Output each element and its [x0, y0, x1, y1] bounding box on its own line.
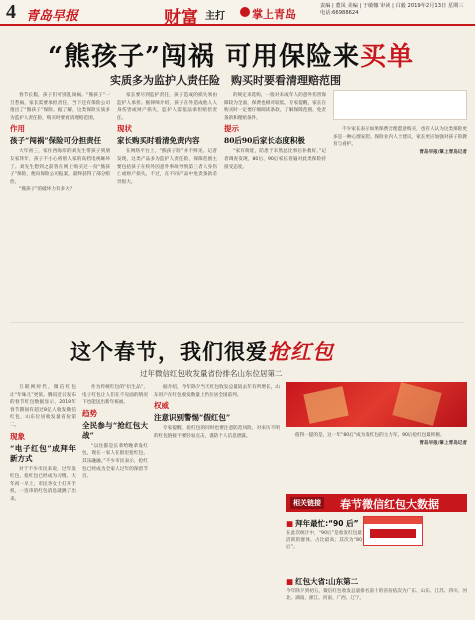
divider [10, 322, 465, 323]
paragraph: 互联网时代，微信红包让“年味儿”更浓。腾讯近日发布的春节红包数据显示，2019年春节期间有超过8亿人收发微信红包，山东位居收发量省份第二。 [10, 385, 76, 428]
banner-part2: 抢红包 [268, 339, 334, 364]
paragraph: 春节长假，孩子们可别乱闯祸。“熊孩子”一旦惹祸，家长需要承担责任，当下还有保险公司推出了“熊孩子”保险。据了解，这类保险实质多为监护人责任险，购买时要看清理赔范围。 [10, 93, 110, 121]
headline [48, 36, 414, 73]
editor-meta: 责编 | 董凤 美编 | 于敏娜 审读 | 白毅 2019年2月13日 星期三 电话:66988624 [320, 3, 464, 16]
subhead: 注意识别警惕“假红包” [154, 413, 231, 423]
paragraph: “以往都是长辈给晚辈发红包，现在一家人在群里抢红包，其乐融融。”不少市民表示，抢红包已经成为全家人过年的保留节目。 [82, 443, 148, 480]
paragraph: 作为传统红包的“衍生品”，电子红包让人们在不见面的情况下也能送出新年祝福。 [82, 385, 148, 406]
subhead: 孩子“闯祸”保险可分担责任 [10, 136, 102, 146]
bullet-icon: ■ [286, 519, 294, 528]
subhead: 家长购买时看清免责内容 [117, 136, 200, 146]
related-tag: 相关链接 [290, 497, 324, 509]
paragraph: 对于不少市民来说，过年发红包、抢红包已经成为习惯。大年初一早上，市民李女士打开手机，一连串的红包消息就跳了出来。 [10, 466, 76, 502]
banner-headline [70, 336, 334, 366]
headline-part3: 买单 [359, 42, 414, 72]
illustration-box [333, 90, 467, 120]
paragraph: 不少家长表示如果保费合理愿意购买，也有人认为这类保险更多是一种心理安慰。保险业内人士建议，家长更应加强对孩子的教育与看护。 [333, 127, 467, 148]
byline: 青岛早报/掌上青岛记者 [419, 440, 467, 446]
headline-subtitle: 实质多为监护人责任险 购买时要看清理赔范围 [110, 74, 341, 87]
subhead-tag: 作用 [10, 124, 25, 134]
related-item-1-text: 在此次统计中，“90后”是收发红包最活跃的群体，占比最高；其次为“80后”。 [286, 531, 362, 550]
headline-part1: “熊孩子”闯祸 [48, 42, 225, 72]
lower-column-4 [286, 432, 467, 490]
subhead: 全民参与“抢红包大战” [82, 420, 148, 440]
newspaper-name: 青岛早报 [26, 9, 79, 24]
section-title: 财富 [164, 8, 198, 28]
banner-part1: 这个春节，我们很爱 [70, 339, 268, 364]
paragraph: 值得一提的是，这一年“80后”成为发红包的主力军，90后抢红包最积极。 [295, 433, 445, 438]
paragraph: 大年初三，家住西海岸的刘先生带孩子到朋友家拜年，孩子不小心将别人家的高档电视砸坏了。刘先生想到之前曾在网上购买过一份“熊孩子”保险，便向保险公司报案，最终获得了部分赔偿。 [10, 149, 110, 185]
section-subtitle: 主打 [205, 11, 225, 22]
banner-subtitle: 过年微信红包收发量省份排名山东位居第二 [140, 369, 283, 378]
related-item-2-label: 红包大省:山东第二 [295, 577, 359, 586]
lower-column-2 [82, 384, 148, 612]
subhead-tag: 现状 [117, 124, 132, 134]
paragraph: “熊孩子”的破坏力有多大？ [19, 187, 75, 193]
related-title: 春节微信红包大数据 [340, 498, 439, 511]
page-number: 4 [6, 1, 16, 23]
related-item-2-text: 今年除夕到初五，微信红包收发总量排名前十的省份依次为广东、山东、江苏、四川、河北、湖南、浙江、河南、广西、辽宁。 [286, 589, 467, 601]
red-envelope-photo [286, 382, 467, 427]
related-item-1-label: 拜年最忙:“90 后” [295, 519, 359, 528]
subhead-tag: 权威 [154, 401, 169, 411]
paragraph: 的规定来选购，一般对未成年人的意外伤害保障较为全面，保费也相对较低。专家提醒，家长在购买时一定要仔细阅读条款，了解保障范围、免责条款和理赔条件。 [224, 93, 326, 121]
paragraph: “家有萌娃，防患于未然总比事后补救好。”记者调查发现，80后、90后家长普遍对此类保险持接受态度。 [224, 149, 326, 170]
paragraph: 据介绍，今年除夕当天红包收发总量较去年有所增长，山东用户在红包收发数量上仍位居全国前列。 [154, 385, 280, 398]
subhead: 80后90后家长态度积极 [224, 136, 305, 146]
app-logo-icon [240, 7, 250, 17]
article-column-1 [10, 92, 110, 318]
article-column-2 [117, 92, 217, 318]
page-header [0, 0, 475, 26]
headline-part2: 可用保险来 [224, 42, 360, 72]
related-link-bar [286, 494, 467, 512]
byline: 青岛早报/掌上青岛记者 [419, 149, 467, 155]
subhead-tag: 提示 [224, 124, 239, 134]
paragraph: 家长要尽到监护责任，孩子造成的损失须由监护人承担。据律师介绍，孩子在外造成他人人身伤害或财产损失，监护人需依法承担赔偿责任。 [117, 93, 217, 121]
paragraph: 在网络平台上，“熊孩子险”并不鲜见。记者发现，这类产品多为监护人责任险，保障范围主要包括孩子在校外因意外事故导致第三者人身伤亡或财产损失。不过，在不同产品中免责条款差异很大。 [117, 149, 217, 185]
article-column-3 [224, 92, 326, 318]
lower-column-1 [10, 384, 76, 612]
subhead: “电子红包”成拜年新方式 [10, 443, 76, 463]
related-item-2-title [286, 576, 358, 587]
app-name: 掌上青岛 [252, 8, 296, 21]
article-column-4 [333, 126, 467, 318]
paragraph: 专家提醒，抢红包的同时也要注意防范风险，对来历不明的红包链接不要轻易点击，谨防个人信息泄露。 [154, 426, 280, 439]
bullet-icon: ■ [286, 577, 294, 586]
lower-column-3 [154, 384, 280, 612]
subhead-tag: 现象 [10, 431, 25, 441]
subhead-tag: 趋势 [82, 408, 97, 418]
phone-illustration [363, 516, 423, 546]
related-item-1-title [286, 518, 359, 529]
